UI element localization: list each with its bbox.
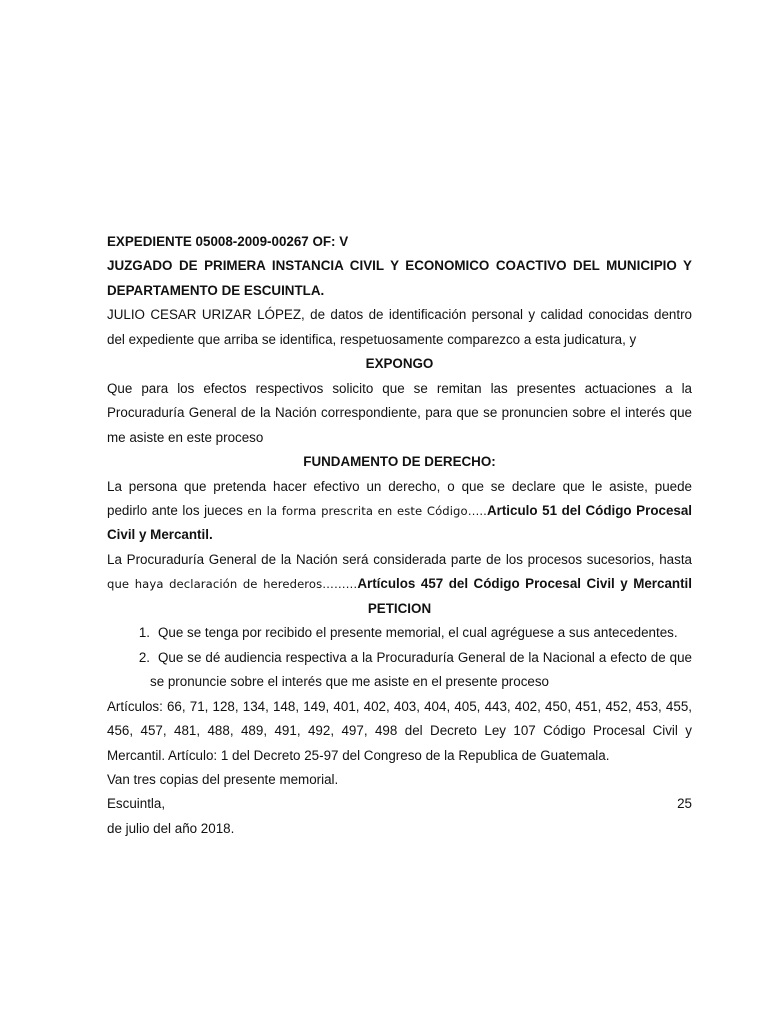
heading-fundamento: FUNDAMENTO DE DERECHO: bbox=[303, 454, 496, 470]
peticion-item-number: 2. bbox=[138, 649, 150, 665]
heading-expongo: EXPONGO bbox=[365, 356, 434, 372]
peticion-item-2-continuation: se pronuncie sobre el interés que me asiste en el presente proceso bbox=[150, 674, 549, 690]
fundamento-2-line-1: La Procuraduría General de la Nación será considerada parte de los procesos sucesorios, hasta bbox=[107, 551, 692, 567]
fundamento-2-citation: Artículos 457 del Código Procesal Civil y Mercantil bbox=[357, 576, 692, 592]
date-rest: de julio del año 2018. bbox=[107, 820, 235, 836]
juzgado-line-2: DEPARTAMENTO DE ESCUINTLA. bbox=[107, 282, 325, 298]
memorial-body bbox=[107, 230, 692, 841]
intro-line-2: del expediente que arriba se identifica, respetuosamente comparezco a esta judicatura, y bbox=[107, 331, 637, 347]
copias-note: Van tres copias del presente memorial. bbox=[107, 771, 339, 787]
fundamento-1-line-1: La persona que pretenda hacer efectivo un derecho, o que se declare que le asiste, puede bbox=[107, 478, 692, 494]
peticion-item-1 bbox=[107, 621, 692, 645]
intro-line-1: JULIO CESAR URIZAR LÓPEZ, de datos de identificación personal y calidad conocidas dentro bbox=[107, 307, 692, 323]
articulos-line-2: 456, 457, 481, 488, 489, 491, 492, 497, 498 del Decreto Ley 107 Código Procesal Civil y bbox=[107, 723, 692, 739]
expongo-line-1: Que para los efectos respectivos solicito que se remitan las presentes actuaciones a la bbox=[107, 380, 692, 396]
peticion-item-text: Que se tenga por recibido el presente memorial, el cual agréguese a sus antecedentes. bbox=[158, 625, 678, 641]
juzgado-line-1: JUZGADO DE PRIMERA INSTANCIA CIVIL Y ECONOMICO COACTIVO DEL MUNICIPIO Y bbox=[107, 258, 692, 274]
fundamento-2-text-a: que haya declaración de herederos……… bbox=[107, 577, 358, 592]
heading-peticion: PETICION bbox=[367, 600, 432, 616]
fundamento-2-line-2 bbox=[107, 572, 692, 596]
peticion-item-2 bbox=[107, 646, 692, 670]
fundamento-1-line-2 bbox=[107, 499, 692, 523]
fundamento-1-line-3: Civil y Mercantil. bbox=[107, 527, 213, 543]
fundamento-1-text-b: en la forma prescrita en este Código….. bbox=[247, 503, 487, 518]
fundamento-1-citation: Articulo 51 del Código Procesal bbox=[486, 502, 693, 518]
articulos-line-3: Mercantil. Artículo: 1 del Decreto 25-97 del Congreso de la Republica de Guatemala. bbox=[107, 747, 610, 763]
articulos-line-1: Artículos: 66, 71, 128, 134, 148, 149, 401, 402, 403, 404, 405, 443, 402, 450, 451, 452, 453, 455, bbox=[107, 698, 692, 714]
peticion-item-text: Que se dé audiencia respectiva a la Procuraduría General de la Nacional a efecto de que bbox=[158, 649, 692, 665]
date-day: 25 bbox=[677, 796, 692, 812]
date-line bbox=[107, 792, 692, 816]
peticion-item-number: 1. bbox=[138, 625, 150, 641]
place-name: Escuintla, bbox=[107, 796, 166, 812]
expongo-line-2: Procuraduría General de la Nación correspondiente, para que se pronuncien sobre el interés que bbox=[107, 405, 692, 421]
fundamento-1-text-a: pedirlo ante los jueces bbox=[107, 502, 248, 518]
expongo-line-3: me asiste en este proceso bbox=[107, 429, 264, 445]
expediente-header: EXPEDIENTE 05008-2009-00267 OF: V bbox=[107, 234, 349, 249]
